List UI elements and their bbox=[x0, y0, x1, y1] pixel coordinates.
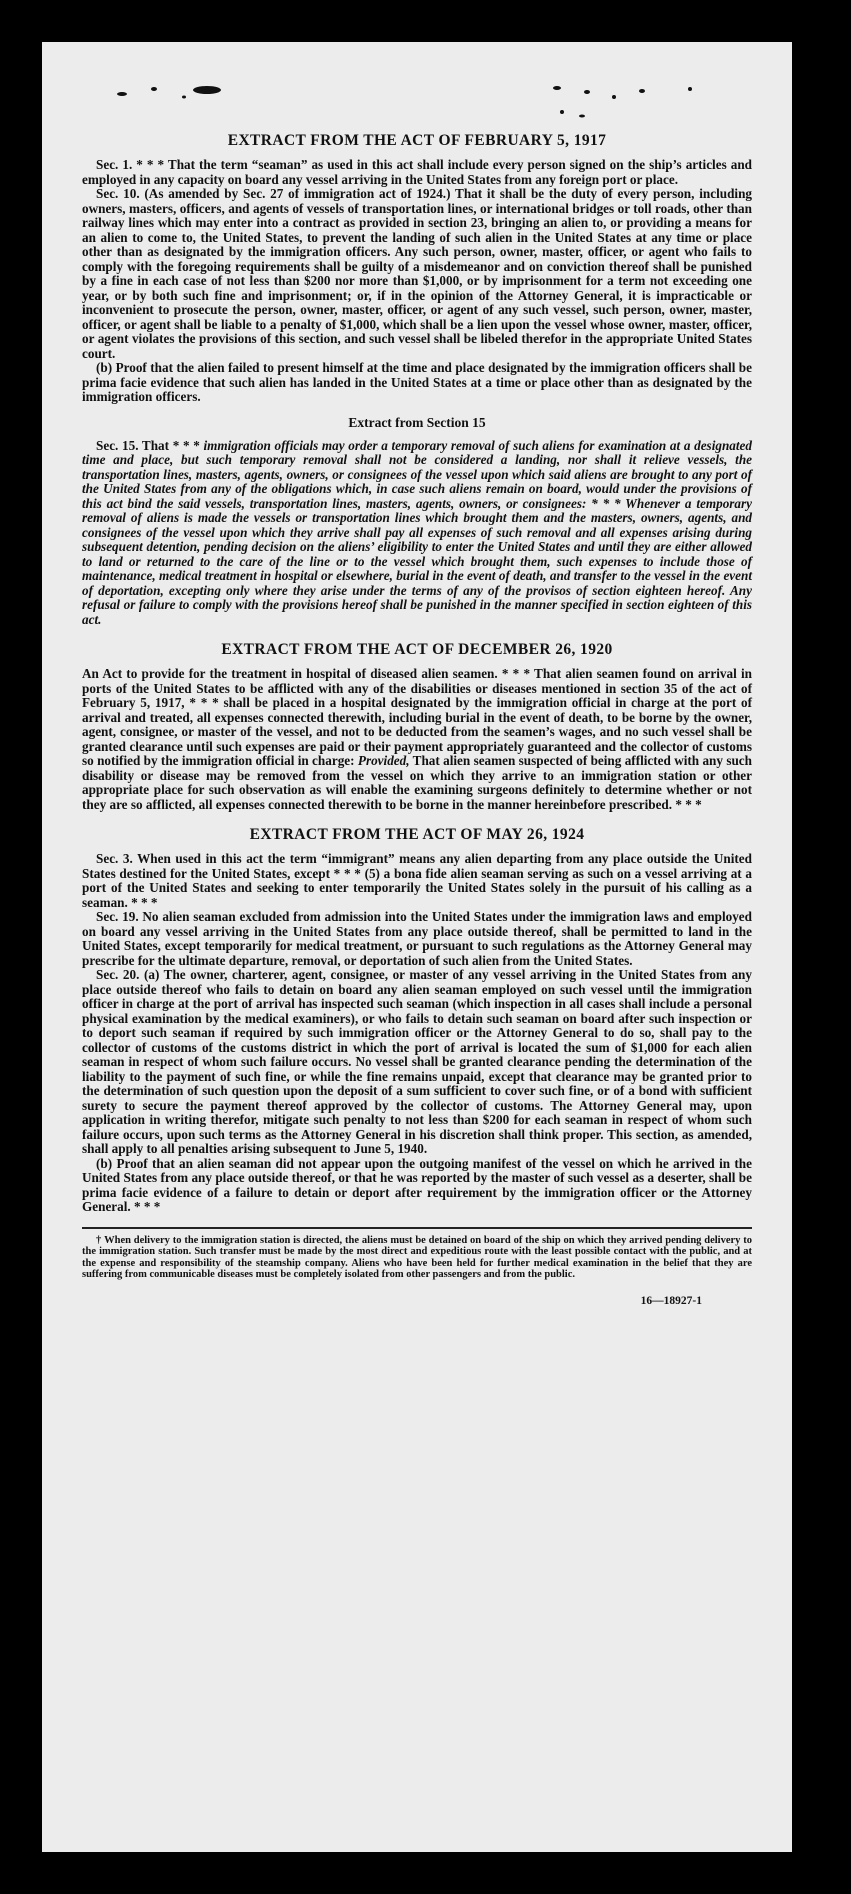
paragraph-sec20b: (b) Proof that an alien seaman did not appear upon the outgoing manifest of the vessel on which he arrived in the United States from any place outside thereof, or that he was reported by the master of such vessel as a deserter, shall be prima facie evidence of a failure to detain or deport after requirement by the immigration officer or the Attorney General. * * * bbox=[82, 1155, 752, 1214]
act-1920-text-b: That alien seamen suspected of being afflicted with any such disability or disease may be removed from the vessel on which they arrive to an immigration station or other appropriate place for such observation as will enable the examining surgeons definitely to determine whether or not they are so afflicted, all expenses connected therewith to be borne in the manner hereinbefore prescribed. * * * bbox=[82, 753, 752, 812]
paragraph-sec10b: (b) Proof that the alien failed to present himself at the time and place designated by the immigration officers shall be prima facie evidence that such alien has landed in the United States at a time or place other than as designated by the immigration officers. bbox=[82, 360, 752, 404]
form-code: 16—18927-1 bbox=[640, 1294, 702, 1307]
act-1920-provided: Provided, bbox=[357, 753, 410, 768]
paragraph-sec20a: Sec. 20. (a) The owner, charterer, agent, consignee, or master of any vessel arriving in the United States from any place outside thereof who fails to detain on board any alien seaman employed on such vessel until the immigration officer in charge at the port of arrival has inspected such seaman (which inspection in all cases shall include a personal physical examination by the medical examiners), or who fails to detain such seaman on board after such inspection or to deport such seaman if required by such immigration officer or the Attorney General to do so, shall pay to the collector of customs of the customs district in which the port of arrival is located the sum of $1,000 for each alien seaman in respect of whom such failure occurs. No vessel shall be granted clearance pending the determination of the liability to the payment of such fine, or while the fine remains unpaid, except that clearance may be granted prior to the determination of such question upon the deposit of a sum sufficient to cover such fine, or of a bond with sufficient surety to secure the payment thereof approved by the collector of customs. The Attorney General may, upon application in writing therefor, mitigate such penalty to not less than $200 for each seaman in respect of whom such failure occurs, upon such terms as the Attorney General in his discretion shall think proper. This section, as amended, shall apply to all penalties arising subsequent to June 5, 1940. bbox=[82, 967, 752, 1156]
paragraph-sec1: Sec. 1. * * * That the term “seaman” as used in this act shall include every person signed on the ship’s articles and employed in any capacity on board any vessel arriving in the United States from any foreign port or place. bbox=[82, 157, 752, 187]
paragraph-sec15 bbox=[82, 439, 752, 628]
sec15-body: immigration officials may order a temporary removal of such aliens for examination at a designated time and place, but such temporary removal shall not be considered a landing, nor shall it relieve vessels, the transportation lines, masters, agents, owners, or consignees of the vessel upon which said aliens are brought to any port of the United States from any of the obligations which, in case such aliens remain on board, would under the provisions of this act bind the said vessels, transportation lines, masters, agents, owners, or consignees: * * * Whenever a temporary removal of aliens is made the vessels or transportation lines which brought them and the masters, owners, agents, and consignees of the vessel upon which they arrive shall pay all expenses of such removal and all expenses arising during subsequent detention, pending decision on the aliens’ eligibility to enter the United States and until they are either allowed to land or returned to the care of the line or to the vessel which brought them, such expenses to include those of maintenance, medical treatment in hospital or elsewhere, burial in the event of death, and transfer to the vessel in the event of deportation, excepting only where they arise under the terms of any of the provisos of section eighteen hereof. Any refusal or failure to comply with the provisions hereof shall be punished in the manner specified in section eighteen of this act. bbox=[82, 437, 752, 627]
heading-act-1924: EXTRACT FROM THE ACT OF MAY 26, 1924 bbox=[249, 826, 585, 843]
paragraph-sec10: Sec. 10. (As amended by Sec. 27 of immigration act of 1924.) That it shall be the duty of every person, including owners, masters, officers, and agents of vessels of transportation lines, or international bridges or toll roads, other than railway lines which may enter into a contract as provided in section 23, bringing an alien to, or providing a means for an alien to come to, the United States, to prevent the landing of such alien in the United States at any time or place other than as designated by the immigration officers. Any such person, owner, master, officer, or agent who fails to comply with the foregoing requirements shall be guilty of a misdemeanor and on conviction thereof shall be punished by a fine in each case of not less than $200 nor more than $1,000, or by imprisonment for a term not exceeding one year, or by both such fine and imprisonment; or, if in the opinion of the Attorney General, it is impracticable or inconvenient to prosecute the person, owner, master, officer, or agent of any such vessel, such person, owner, master, officer, or agent shall be liable to a penalty of $1,000, which shall be a lien upon the vessel whose owner, master, officer, or agent violates the provisions of this section, and such vessel shall be libeled therefor in the appropriate United States court. bbox=[82, 186, 752, 361]
sec15-lead: Sec. 15. That * * * bbox=[96, 437, 204, 453]
heading-act-1920: EXTRACT FROM THE ACT OF DECEMBER 26, 1920 bbox=[221, 641, 613, 658]
paragraph-sec19: Sec. 19. No alien seaman excluded from admission into the United States under the immigration laws and employed on board any vessel arriving in the United States from any place outside thereof, shall be permitted to land in the United States, except temporarily for medical treatment, or pursuant to such regulations as the Attorney General may prescribe for the ultimate departure, removal, or deportation of such alien from the United States. bbox=[82, 909, 752, 968]
act-1920-text-a: An Act to provide for the treatment in hospital of diseased alien seamen. * * * That alien seamen found on arrival in ports of the United States to be afflicted with any of the disabilities or diseases mentioned in section 35 of the act of February 5, 1917, * * * shall be placed in a hospital designated by the immigration official in charge at the port of arrival and treated, all expenses connected therewith, including burial in the event of death, to be borne by the owner, agent, consignee, or master of the vessel, and not to be deducted from the seamen’s wages, and no such vessel shall be granted clearance until such expenses are paid or their payment appropriately guaranteed and the collector of customs so notified by the immigration official in charge: bbox=[82, 666, 752, 768]
paragraph-sec3: Sec. 3. When used in this act the term “immigrant” means any alien departing from any place outside the United States destined for the United States, except * * * (5) a bona fide alien seaman serving as such on a vessel arriving at a port of the United States and seeking to enter temporarily the United States solely in the pursuit of his calling as a seaman. * * * bbox=[82, 851, 752, 910]
paragraph-act-1920 bbox=[82, 667, 752, 812]
document-page bbox=[42, 42, 792, 1852]
scan-specks bbox=[42, 42, 792, 152]
heading-act-1917: EXTRACT FROM THE ACT OF FEBRUARY 5, 1917 bbox=[227, 132, 607, 149]
footnote: † When delivery to the immigration station is directed, the aliens must be detained on board of the ship on which they arrived pending delivery to the immigration station. Such transfer must be made by the most direct and expeditious route with the least possible contact with the public, and at the expense and responsibility of the steamship company. Aliens who have been held for further medical examination in the belief that they are suffering from communicable diseases must be completely isolated from other passengers and from the public. bbox=[82, 1234, 752, 1280]
footnote-divider bbox=[82, 1227, 752, 1229]
heading-section-15: Extract from Section 15 bbox=[348, 414, 486, 430]
